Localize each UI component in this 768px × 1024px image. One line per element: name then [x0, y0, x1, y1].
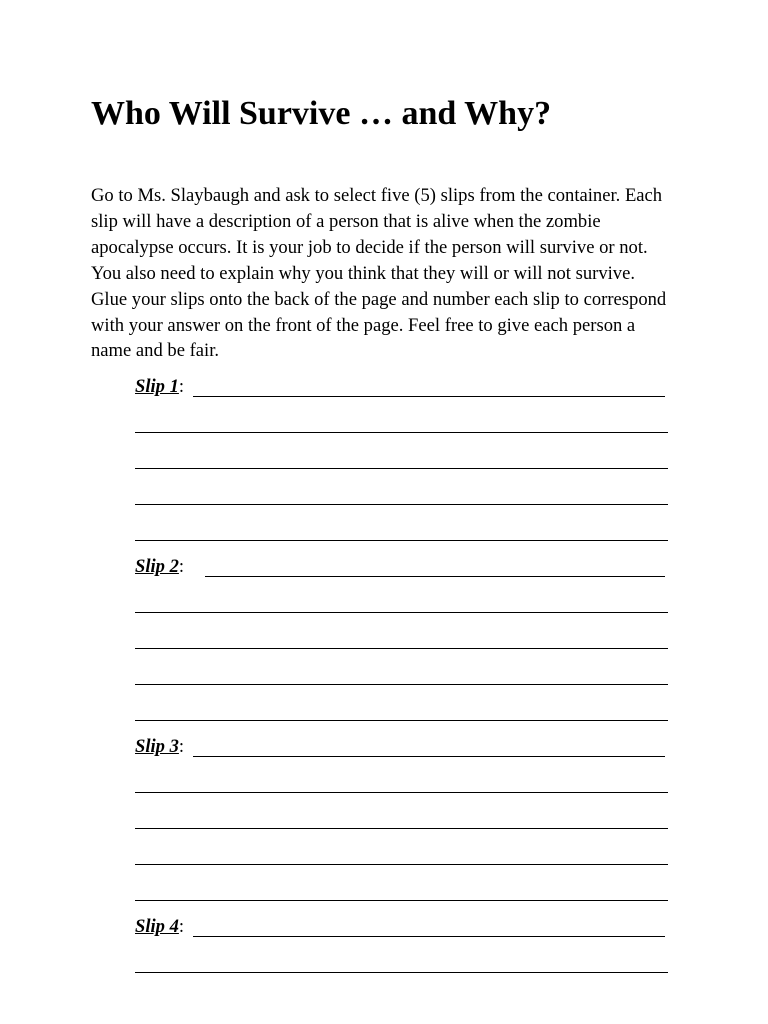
slip-2-answer-line[interactable] [135, 684, 668, 685]
slip-3-label: Slip 3 [135, 736, 179, 757]
worksheet-title: Who Will Survive … and Why? [91, 95, 552, 132]
slip-4-colon: : [178, 916, 185, 937]
instructions-line: Go to Ms. Slaybaugh and ask to select five (5) slips from the container. Each [91, 185, 663, 206]
slip-2-answer-line[interactable] [135, 612, 668, 613]
slip-2-answer-line[interactable] [135, 720, 668, 721]
instructions-paragraph [91, 183, 731, 364]
slip-2-colon: : [178, 556, 185, 577]
instructions-line: with your answer on the front of the page. Feel free to give each person a [91, 314, 636, 336]
slip-3-answer-line[interactable] [135, 864, 668, 865]
slip-3-answer-line[interactable] [135, 792, 668, 793]
slip-4-label: Slip 4 [135, 916, 179, 937]
slip-1-header [135, 375, 184, 399]
slip-1-answer-line[interactable] [135, 540, 668, 541]
slip-1-answer-line[interactable] [193, 396, 665, 397]
slip-3-answer-line[interactable] [135, 828, 668, 829]
slip-4-answer-line[interactable] [135, 972, 668, 973]
slip-4-answer-line[interactable] [193, 936, 665, 937]
slip-2-header [135, 555, 184, 579]
slip-4-header [135, 915, 184, 939]
slip-3-header [135, 735, 184, 759]
instructions-line: Glue your slips onto the back of the page and number each slip to correspond [91, 288, 667, 310]
slip-1-answer-line[interactable] [135, 504, 668, 505]
slip-3-answer-line[interactable] [135, 900, 668, 901]
instructions-line: You also need to explain why you think that they will or will not survive. [91, 262, 635, 284]
slip-1-colon: : [178, 376, 185, 397]
slip-3-answer-line[interactable] [193, 756, 665, 757]
slip-1-answer-line[interactable] [135, 432, 668, 433]
slip-2-answer-line[interactable] [135, 648, 668, 649]
slip-2-answer-line[interactable] [205, 576, 665, 577]
slip-2-label: Slip 2 [135, 556, 179, 577]
slip-1-label: Slip 1 [135, 376, 179, 397]
instructions-line: slip will have a description of a person that is alive when the zombie [91, 210, 601, 232]
slip-1-answer-line[interactable] [135, 468, 668, 469]
slip-3-colon: : [178, 736, 185, 757]
instructions-line: name and be fair. [91, 340, 220, 362]
instructions-line: apocalypse occurs. It is your job to decide if the person will survive or not. [91, 236, 648, 258]
